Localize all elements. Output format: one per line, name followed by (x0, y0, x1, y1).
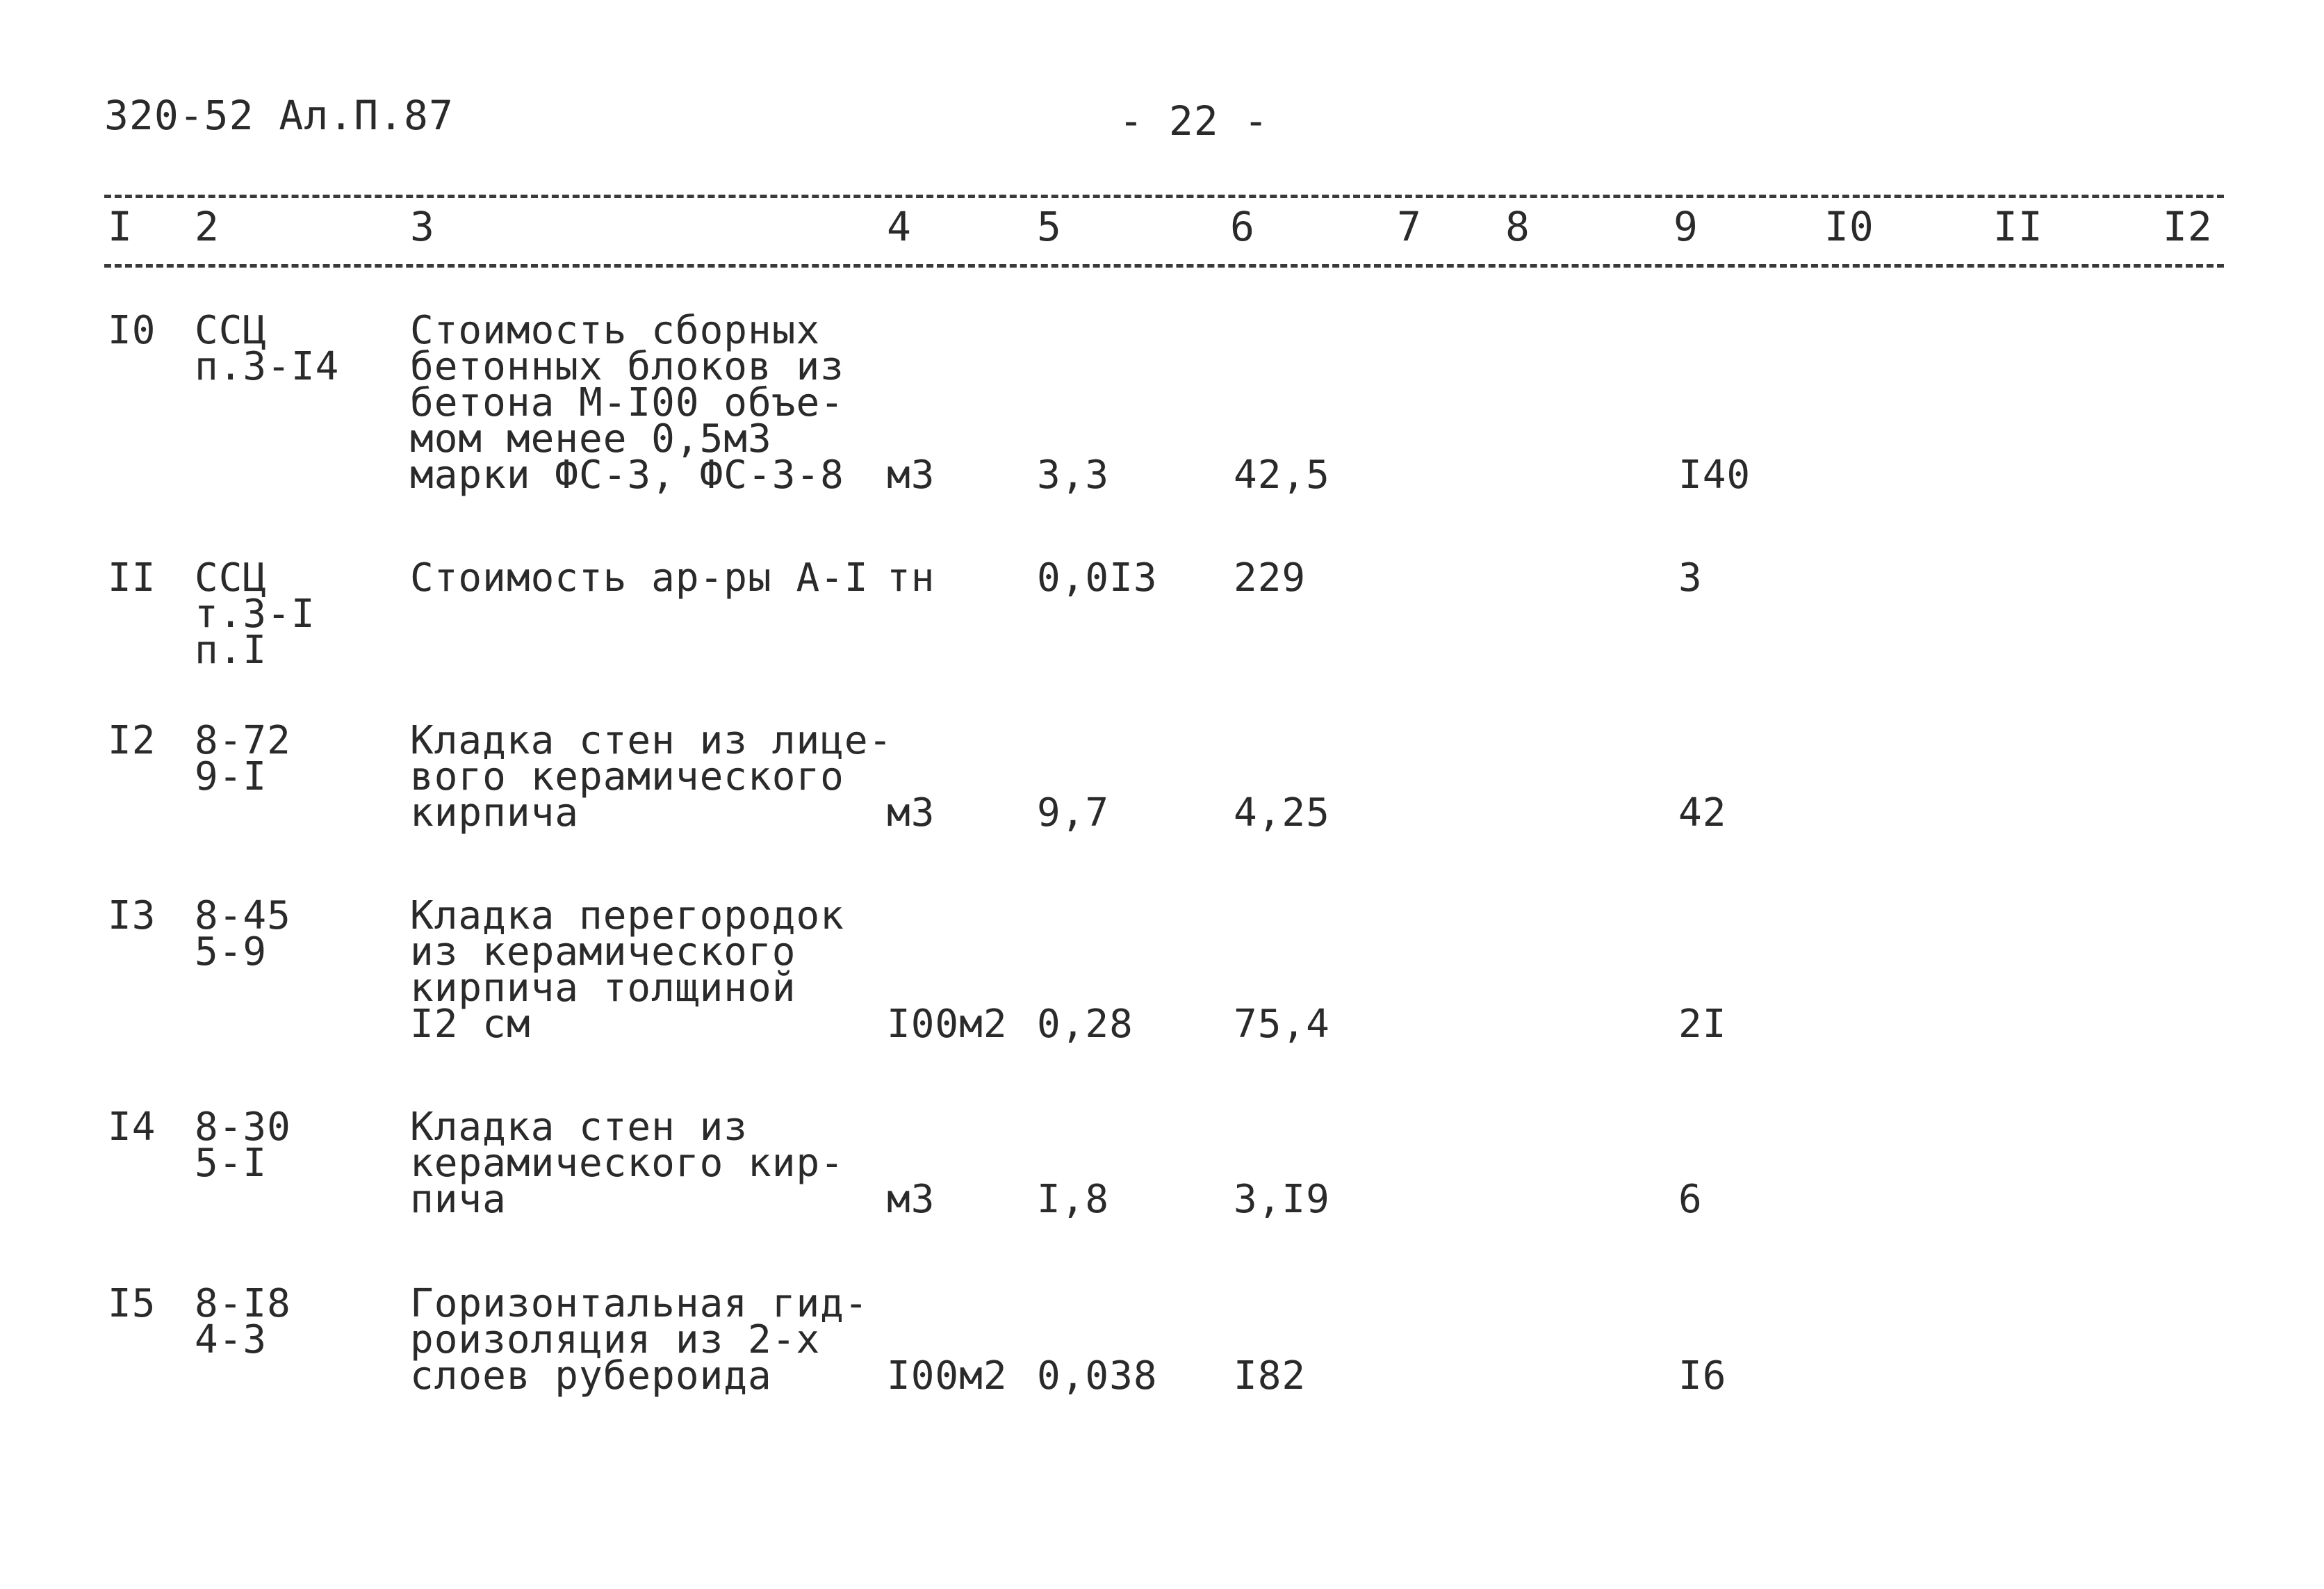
row-number: I5 (108, 1281, 156, 1326)
work-name: Кладка стен из (410, 1105, 748, 1150)
work-name: роизоляция из 2-х (410, 1317, 821, 1362)
total-cost: I40 (1678, 453, 1751, 498)
row-number: I2 (108, 718, 156, 763)
unit-price: I82 (1234, 1353, 1307, 1399)
work-name: кирпича толщиной (410, 965, 796, 1011)
norm-code: 8-I8 (195, 1281, 291, 1326)
quantity: 9,7 (1037, 790, 1110, 836)
work-name: Стоимость ар-ры А-I (410, 555, 869, 601)
norm-code: 9-I (195, 754, 268, 799)
norm-code: 8-45 (195, 893, 291, 938)
norm-code: 5-I (195, 1141, 268, 1186)
quantity: I,8 (1037, 1177, 1110, 1222)
unit-price: 75,4 (1234, 1002, 1330, 1047)
unit: м3 (887, 453, 935, 498)
quantity: 3,3 (1037, 453, 1110, 498)
work-name: Кладка стен из лице- (410, 718, 893, 763)
column-header: 8 (1505, 203, 1530, 250)
header-rule-bottom (104, 264, 2224, 268)
unit: м3 (887, 1177, 935, 1222)
work-name: бетона М-I00 объе- (410, 380, 844, 425)
unit-price: 4,25 (1234, 790, 1330, 836)
column-header: 2 (195, 203, 220, 250)
unit: тн (887, 555, 935, 601)
work-name: вого керамического (410, 754, 844, 799)
column-header: I (108, 203, 133, 250)
work-name: Горизонтальная гид- (410, 1281, 869, 1326)
column-header: I0 (1824, 203, 1874, 250)
column-header: II (1993, 203, 2043, 250)
column-header: 5 (1037, 203, 1062, 250)
row-number: II (108, 555, 156, 601)
work-name: марки ФС-3, ФС-3-8 (410, 453, 844, 498)
quantity: 0,0I3 (1037, 555, 1158, 601)
column-header: 4 (887, 203, 912, 250)
total-cost: 2I (1678, 1002, 1727, 1047)
row-number: I3 (108, 893, 156, 938)
work-name: слоев рубероида (410, 1353, 772, 1399)
column-header: I2 (2163, 203, 2213, 250)
norm-code: 4-3 (195, 1317, 268, 1362)
work-name: I2 см (410, 1002, 531, 1047)
unit: I00м2 (887, 1002, 1008, 1047)
norm-code: 8-30 (195, 1105, 291, 1150)
unit-price: 3,I9 (1234, 1177, 1330, 1222)
document-code: 320-52 Ал.П.87 (104, 92, 454, 139)
row-number: I4 (108, 1105, 156, 1150)
norm-code: 8-72 (195, 718, 291, 763)
header-rule-top (104, 195, 2224, 198)
column-header: 7 (1397, 203, 1422, 250)
page-number: - 22 - (1119, 97, 1269, 145)
norm-code: п.3-I4 (195, 344, 340, 389)
column-header: 3 (410, 203, 435, 250)
total-cost: I6 (1678, 1353, 1727, 1399)
norm-code: ССЦ (195, 555, 268, 601)
norm-code: ССЦ (195, 308, 268, 353)
work-name: мом менее 0,5м3 (410, 416, 772, 462)
row-number: I0 (108, 308, 156, 353)
column-header: 6 (1230, 203, 1255, 250)
quantity: 0,28 (1037, 1002, 1134, 1047)
column-header: 9 (1674, 203, 1699, 250)
norm-code: 5-9 (195, 929, 268, 975)
work-name: керамического кир- (410, 1141, 844, 1186)
work-name: из керамического (410, 929, 796, 975)
work-name: Стоимость сборных (410, 308, 821, 353)
unit: I00м2 (887, 1353, 1008, 1399)
work-name: бетонных блоков из (410, 344, 844, 389)
work-name: пича (410, 1177, 507, 1222)
total-cost: 3 (1678, 555, 1703, 601)
work-name: кирпича (410, 790, 580, 836)
unit: м3 (887, 790, 935, 836)
total-cost: 42 (1678, 790, 1727, 836)
total-cost: 6 (1678, 1177, 1703, 1222)
work-name: Кладка перегородок (410, 893, 844, 938)
unit-price: 229 (1234, 555, 1307, 601)
norm-code: т.3-I (195, 592, 316, 637)
quantity: 0,038 (1037, 1353, 1158, 1399)
unit-price: 42,5 (1234, 453, 1330, 498)
norm-code: п.I (195, 628, 268, 673)
